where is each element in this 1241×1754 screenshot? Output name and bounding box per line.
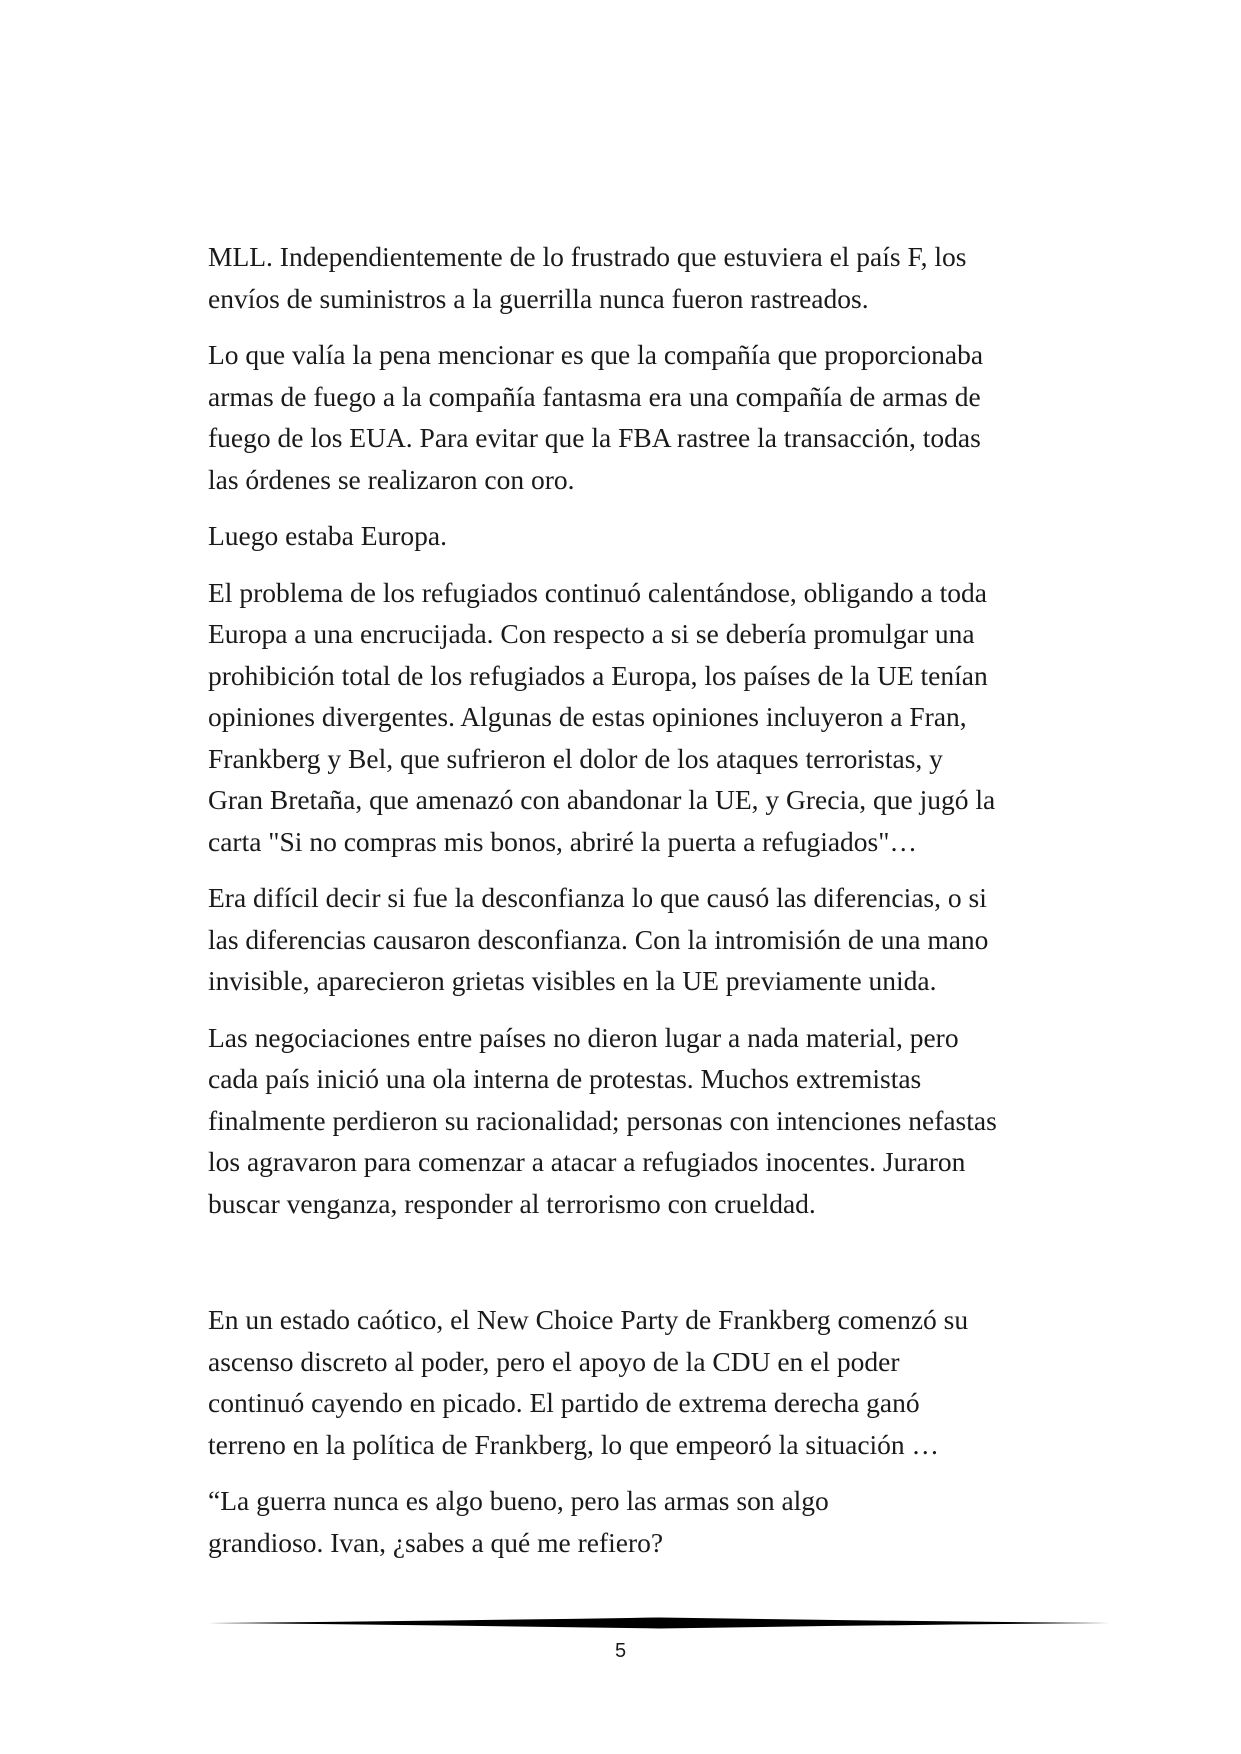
body-text-section-2 bbox=[208, 1299, 1078, 1563]
text-line: MLL. Independientemente de lo frustrado que estuviera el país F, los bbox=[208, 241, 967, 272]
paragraph-2 bbox=[208, 334, 1078, 500]
text-line: buscar venganza, responder al terrorismo con crueldad. bbox=[208, 1187, 816, 1219]
text-line: armas de fuego a la compañía fantasma era una compañía de armas de bbox=[208, 380, 981, 412]
text-line: terreno en la política de Frankberg, lo que empeoró la situación … bbox=[208, 1428, 940, 1460]
text-line: finalmente perdieron su racionalidad; personas con intenciones nefastas bbox=[208, 1104, 997, 1136]
text-line: opiniones divergentes. Algunas de estas opiniones incluyeron a Fran, bbox=[208, 701, 967, 732]
text-line: grandioso. Ivan, ¿sabes a qué me refiero? bbox=[208, 1526, 664, 1558]
text-line: las órdenes se realizaron con oro. bbox=[208, 463, 575, 495]
paragraph-1 bbox=[208, 236, 1078, 319]
text-line: fuego de los EUA. Para evitar que la FBA rastree la transacción, todas bbox=[208, 422, 981, 453]
text-line: “La guerra nunca es algo bueno, pero las armas son algo bbox=[208, 1485, 829, 1516]
text-line: carta "Si no compras mis bonos, abriré la puerta a refugiados"… bbox=[208, 825, 917, 857]
text-line: las diferencias causaron desconfianza. Con la intromisión de una mano bbox=[208, 923, 989, 955]
text-line: continuó cayendo en picado. El partido de extrema derecha ganó bbox=[208, 1387, 920, 1418]
text-line: Lo que valía la pena mencionar es que la compañía que proporcionaba bbox=[208, 339, 984, 370]
text-line: Europa a una encrucijada. Con respecto a si se debería promulgar una bbox=[208, 618, 975, 649]
paragraph-7 bbox=[208, 1299, 1078, 1465]
paragraph-3 bbox=[208, 515, 1078, 557]
paragraph-6 bbox=[208, 1017, 1078, 1225]
text-line: prohibición total de los refugiados a Europa, los países de la UE tenían bbox=[208, 659, 988, 691]
text-line: Era difícil decir si fue la desconfianza lo que causó las diferencias, o si bbox=[208, 882, 987, 913]
text-line: invisible, aparecieron grietas visibles en la UE previamente unida. bbox=[208, 965, 937, 996]
text-line: Frankberg y Bel, que sufrieron el dolor de los ataques terroristas, y bbox=[208, 742, 943, 774]
page-number: 5 bbox=[614, 1640, 627, 1662]
paragraph-5 bbox=[208, 877, 1078, 1002]
body-text-section-1 bbox=[208, 236, 1078, 1224]
paragraph-8 bbox=[208, 1480, 1078, 1563]
text-line: En un estado caótico, el New Choice Party de Frankberg comenzó su bbox=[208, 1304, 969, 1335]
text-line: Luego estaba Europa. bbox=[208, 520, 448, 551]
paragraph-4 bbox=[208, 572, 1078, 863]
text-line: cada país inició una ola interna de protestas. Muchos extremistas bbox=[208, 1063, 922, 1094]
text-line: envíos de suministros a la guerrilla nunca fueron rastreados. bbox=[208, 282, 869, 314]
text-line: El problema de los refugiados continuó calentándose, obligando a toda bbox=[208, 576, 987, 608]
footer-divider bbox=[208, 1617, 1110, 1629]
text-line: Las negociaciones entre países no dieron lugar a nada material, pero bbox=[208, 1021, 959, 1053]
text-line: Gran Bretaña, que amenazó con abandonar la UE, y Grecia, que jugó la bbox=[208, 784, 996, 815]
text-line: los agravaron para comenzar a atacar a refugiados inocentes. Juraron bbox=[208, 1146, 966, 1177]
text-line: ascenso discreto al poder, pero el apoyo de la CDU en el poder bbox=[208, 1345, 900, 1377]
